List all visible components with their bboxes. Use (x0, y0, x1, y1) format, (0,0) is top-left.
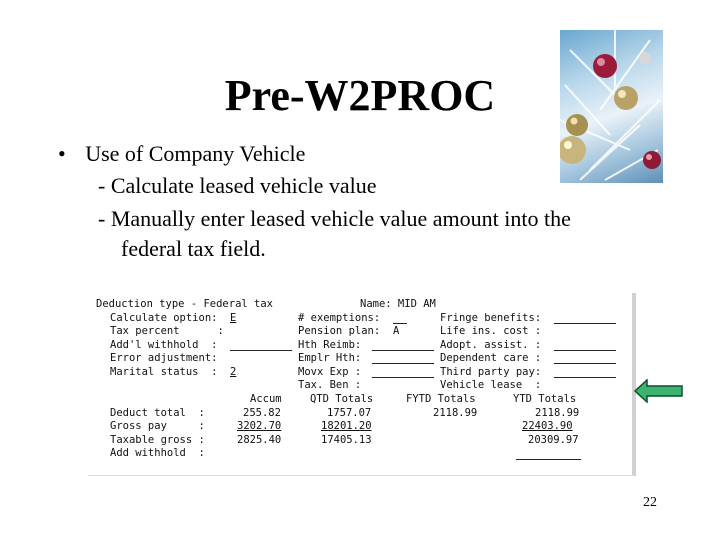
field-label-adopt-assist: Adopt. assist. : (440, 339, 542, 351)
field-movx-exp[interactable] (372, 377, 434, 378)
page-number: 22 (643, 495, 657, 510)
field-label-error-adjustment: Error adjustment: (110, 352, 218, 364)
taxable-gross-accum: 2825.40 (237, 434, 282, 446)
field-exemptions[interactable] (393, 323, 407, 324)
field-hth-reimb[interactable] (372, 350, 434, 351)
totals-row-label: Taxable gross : (110, 434, 205, 446)
subitem-calculate: - Calculate leased vehicle value (98, 173, 377, 198)
field-label-addl-withhold: Add'l withhold : (110, 339, 218, 351)
bullet-dot: • (58, 141, 66, 166)
field-pension-plan[interactable]: A (393, 325, 400, 337)
field-third-party-pay[interactable] (554, 377, 616, 378)
field-label-tax-ben: Tax. Ben : (298, 379, 362, 391)
field-label-movx-exp: Movx Exp : (298, 366, 362, 378)
totals-row-label: Deduct total : (110, 407, 205, 419)
taxable-gross-ytd: 20309.97 (528, 434, 579, 446)
field-adopt-assist[interactable] (554, 350, 616, 351)
deduct-total-ytd: 2118.99 (535, 407, 580, 419)
totals-header-accum: Accum (250, 393, 282, 405)
field-label-third-party-pay: Third party pay: (440, 366, 542, 378)
deduction-screen (88, 293, 636, 476)
field-dependent-care[interactable] (554, 363, 616, 364)
totals-header-ytd: YTD Totals (513, 393, 577, 405)
subitem-enter-amount: - Manually enter leased vehicle value amount into the (98, 206, 571, 231)
field-fringe-benefits[interactable] (554, 323, 616, 324)
field-label-tax-percent: Tax percent : (110, 325, 224, 337)
field-marital-status[interactable]: 2 (230, 366, 237, 378)
field-label-calculate-option: Calculate option: (110, 312, 218, 324)
deduct-total-accum: 255.82 (243, 407, 281, 419)
field-label-vehicle-lease: Vehicle lease : (440, 379, 542, 391)
screen-header-name: Name: MID AM (360, 298, 436, 310)
field-label-fringe-benefits: Fringe benefits: (440, 312, 542, 324)
bullet-text: Use of Company Vehicle (85, 141, 306, 166)
totals-header-qtd: QTD Totals (310, 393, 374, 405)
slide-title: Pre-W2PROC (224, 71, 496, 120)
totals-row-label: Gross pay : (110, 420, 205, 432)
deduct-total-qtd: 1757.07 (327, 407, 372, 419)
field-emplr-hth[interactable] (372, 363, 434, 364)
totals-row-label: Add withhold : (110, 447, 205, 459)
field-addl-withhold[interactable] (230, 350, 292, 351)
field-label-pension-plan: Pension plan: (298, 325, 381, 337)
totals-header-fytd: FYTD Totals (406, 393, 476, 405)
field-label-life-ins-cost: Life ins. cost : (440, 325, 542, 337)
field-label-dependent-care: Dependent care : (440, 352, 542, 364)
christmas-ornaments-photo (560, 30, 663, 183)
gross-pay-accum: 3202.70 (237, 420, 282, 432)
gross-pay-ytd: 22403.90 (522, 420, 573, 432)
taxable-gross-qtd: 17405.13 (321, 434, 372, 446)
field-ytd-add-withhold[interactable] (516, 459, 581, 460)
field-label-emplr-hth: Emplr Hth: (298, 352, 362, 364)
gross-pay-qtd: 18201.20 (321, 420, 372, 432)
deduct-total-fytd: 2118.99 (433, 407, 478, 419)
field-label-hth-reimb: Hth Reimb: (298, 339, 362, 351)
left-arrow-icon (634, 379, 684, 403)
field-calculate-option[interactable]: E (230, 312, 237, 324)
field-label-exemptions: # exemptions: (298, 312, 381, 324)
screen-header-deduction-type: Deduction type - Federal tax (96, 298, 274, 310)
field-label-marital-status: Marital status : (110, 366, 218, 378)
subitem-enter-amount-continued: federal tax field. (121, 236, 266, 261)
